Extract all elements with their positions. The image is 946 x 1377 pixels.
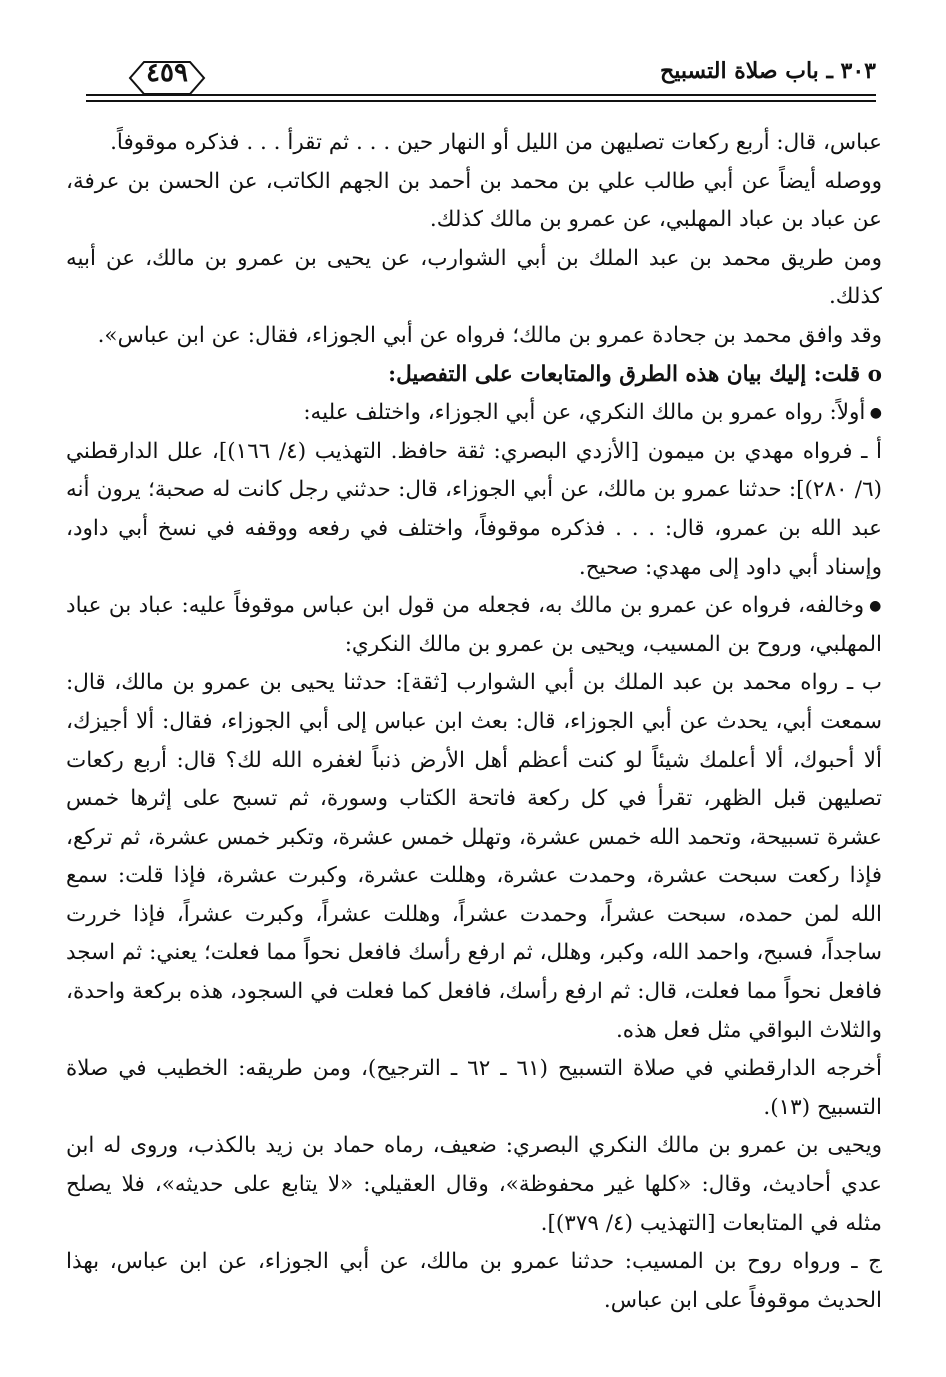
paragraph: عباس، قال: أربع ركعات تصليهن من الليل أو النهار حين . . . ثم تقرأ . . . فذكره موقوفاً. — [110, 130, 882, 155]
paragraph: أ ـ فرواه مهدي بن ميمون [الأزدي البصري: ثقة حافظ. التهذيب (٤/ ١٦٦)]، علل الدارقطني (٦/ ٢٨٠)]: حدثنا عمرو بن مالك، عن أبي الجوزاء، قال: حدثني رجل كانت له صحبة؛ يرون أنه عبد الله بن عمرو، قال: . . . فذكره موقوفاً، واختلف في رفعه ووقفه في نسخ أبي داود، وإسناد أبي داود إلى مهدي: صحيح. — [66, 438, 883, 580]
section-heading: o قلت: إليك بيان هذه الطرق والمتابعات على التفصيل: — [66, 356, 882, 395]
paragraph: ويحيى بن عمرو بن مالك النكري البصري: ضعيف، رماه حماد بن زيد بالكذب، وروى له ابن عدي أحاديث، وقال: «كلها غير محفوظة»، وقال العقيلي: «لا يتابع على حديثه»، فلا يصلح مثله في المتابعات [التهذيب (٤/ ٣٧٩)]. — [66, 1133, 882, 1236]
paragraph: وقد وافق محمد بن جحادة عمرو بن مالك؛ فرواه عن أبي الجوزاء، فقال: عن ابن عباس». — [97, 322, 882, 348]
paragraph: ومن طريق محمد بن عبد الملك بن أبي الشوارب، عن يحيى بن عمرو بن مالك، عن أبيه كذلك. — [66, 245, 882, 310]
paragraph: أخرجه الدارقطني في صلاة التسبيح (٦١ ـ ٦٢ ـ الترجيح)، ومن طريقه: الخطيب في صلاة التسبيح (١٣). — [66, 1056, 882, 1120]
page-body — [66, 124, 882, 1320]
paragraph: ج ـ ورواه روح بن المسيب: حدثنا عمرو بن مالك، عن أبي الجوزاء، عن ابن عباس، بهذا الحديث موقوفاً على ابن عباس. — [66, 1249, 882, 1313]
paragraph: ب ـ رواه محمد بن عبد الملك بن أبي الشوارب [ثقة]: حدثنا يحيى بن عمرو بن مالك، قال: سمعت أبي، يحدث عن أبي الجوزاء، قال: بعث ابن عباس إلى أبي الجوزاء، فقال: ألا أجيزك، ألا أحبوك، ألا أعلمك شيئاً لو كنت أعظم أهل الأرض ذنباً لغفره الله لك؟ قال: أربع ركعات تصليهن قبل الظهر، تقرأ في كل ركعة فاتحة الكتاب وسورة، ثم تسبح على إثرها خمس عشرة تسبيحة، وتحمد الله خمس عشرة، وتهلل خمس عشرة، وتكبر خمس عشرة، ثم تركع، فإذا ركعت سبحت عشرة، وحمدت عشرة، وهللت عشرة، وكبرت عشرة، فإذا قلت: سمع الله لمن حمده، سبحت عشراً، وحمدت عشراً، وهللت عشراً، وكبرت عشراً، فإذا خررت ساجداً، فسبح، واحمد الله، وكبر، وهلل، ثم ارفع رأسك فافعل نحواً مما فعلت؛ يعني: ثم اسجد فافعل نحواً مما فعلت، قال: ثم ارفع رأسك، فافعل كما فعلت في السجود، هذه بركعة واحدة، والثلاث البواقي مثل فعل هذه. — [66, 670, 882, 1043]
running-head: ٣٠٣ ـ باب صلاة التسبيح — [660, 58, 876, 84]
paragraph: ● وخالفه، فرواه عن عمرو بن مالك به، فجعله من قول ابن عباس موقوفاً عليه: عباد بن عباد المهلبي، وروح بن المسيب، ويحيى بن عمرو بن مالك النكري: — [66, 587, 882, 664]
paragraph: ● أولاً: رواه عمرو بن مالك النكري، عن أبي الجوزاء، واختلف عليه: — [66, 394, 882, 433]
paragraph: ووصله أيضاً عن أبي طالب علي بن محمد بن أحمد بن الجهم الكاتب، عن الحسن بن عرفة، عن عباد بن عباد المهلبي، عن عمرو بن مالك كذلك. — [66, 168, 882, 233]
page-header — [86, 58, 876, 122]
page-number-badge — [126, 56, 208, 100]
page-number: ٤٥٩ — [146, 58, 188, 88]
